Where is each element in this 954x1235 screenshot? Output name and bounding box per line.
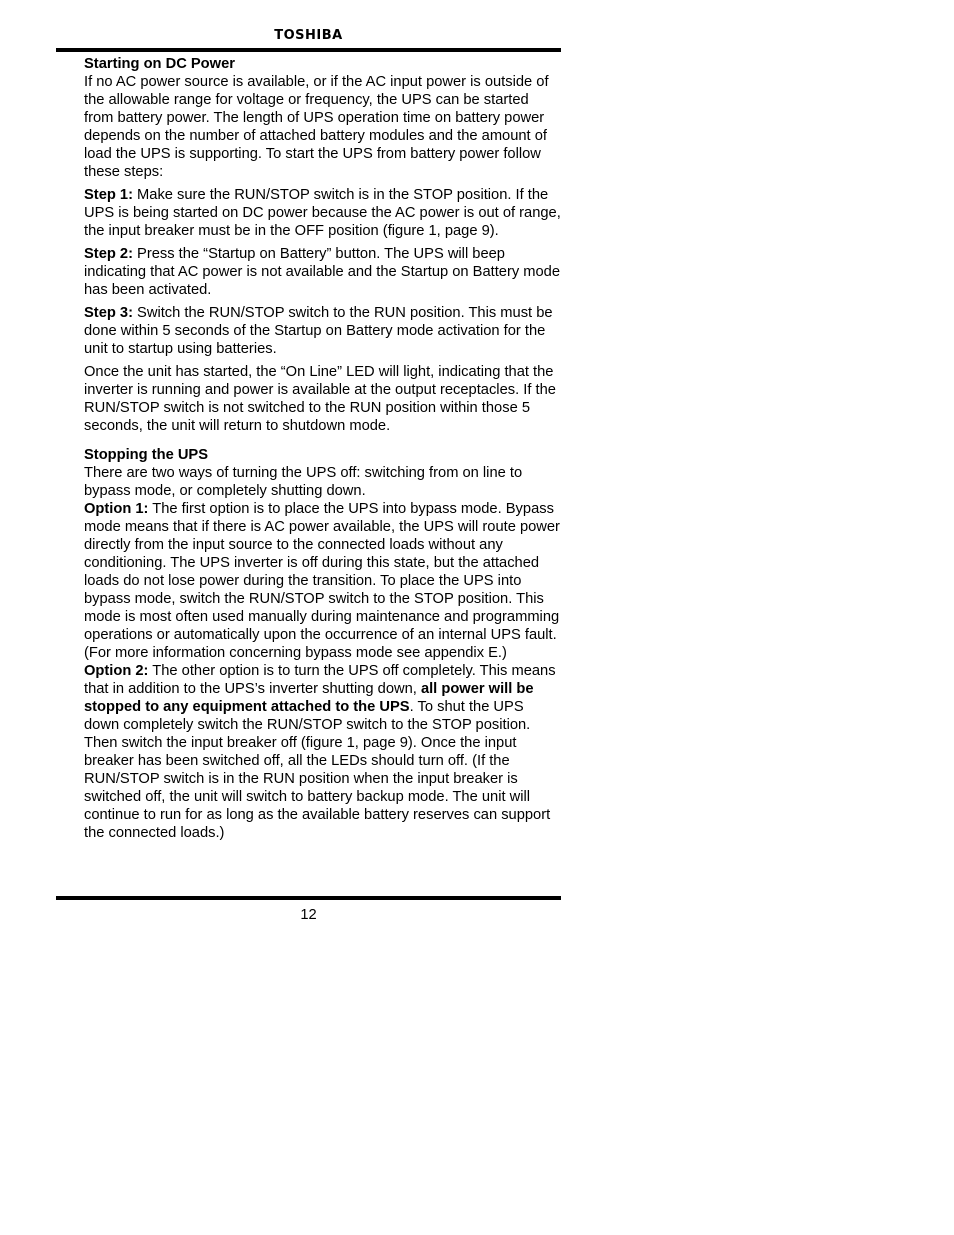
- footer-rule: [56, 896, 561, 900]
- dc-power-intro: If no AC power source is available, or if the AC input power is outside of the allowable range for voltage or frequency, the UPS can be started from battery power. The length of UPS operation time on battery power depends on the number of attached battery modules and the amount of load the UPS is supporting. To start the UPS from battery power follow these steps:: [84, 74, 549, 180]
- option-2-warning: all power will be stopped to any equipment attached to the UPS: [84, 681, 534, 715]
- stopping-intro: There are two ways of turning the UPS off: switching from on line to bypass mode, or completely shutting down.: [84, 465, 523, 499]
- dc-power-closing: Once the unit has started, the “On Line” LED will light, indicating that the inverter is running and power is available at the output receptacles. If the RUN/STOP switch is not switched to the RUN position within those 5 seconds, the unit will return to shutdown mode.: [84, 364, 556, 434]
- step-3-text: Switch the RUN/STOP switch to the RUN position. This must be done within 5 seconds of the Startup on Battery mode activation for the unit to startup using batteries.: [84, 305, 553, 357]
- step-3: [84, 304, 562, 358]
- option-1: [84, 500, 562, 662]
- option-1-text: The first option is to place the UPS into bypass mode. Bypass mode means that if there is AC power available, the UPS will route power directly from the input source to the connected loads without any conditioning. The UPS inverter is off during this state, but the attached loads do not lose power during the transition. To place the UPS into bypass mode, switch the RUN/STOP switch to the STOP position. This mode is most often used manually during maintenance and programming operations or automatically upon the occurrence of an internal UPS fault. (For more information concerning bypass mode see appendix E.): [84, 501, 560, 661]
- step-1-text: Make sure the RUN/STOP switch is in the STOP position. If the UPS is being started on DC power because the AC power is out of range, the input breaker must be in the OFF position (figure 1, page 9).: [84, 187, 561, 239]
- option-2-text-b: . To shut the UPS down completely switch the RUN/STOP switch to the STOP position. Then switch the input breaker off (figure 1, page 9). Once the input breaker has been switched off, all the LEDs should turn off. (If the RUN/STOP switch is in the RUN position when the input breaker is switched off, the unit will switch to battery backup mode. The unit will continue to run for as long as the available battery reserves can support the connected loads.): [84, 699, 551, 841]
- step-1-label: Step 1:: [84, 187, 133, 203]
- step-2: [84, 245, 562, 299]
- option-2-text-a: The other option is to turn the UPS off completely. This means that in addition to the UPS’s inverter shutting down,: [84, 663, 556, 697]
- option-2-label: Option 2:: [84, 663, 149, 679]
- header-rule: [56, 48, 561, 52]
- brand-logo: TOSHIBA: [274, 28, 343, 43]
- step-3-label: Step 3:: [84, 305, 133, 321]
- option-2: [84, 662, 562, 842]
- section-title-dc-power: Starting on DC Power: [84, 56, 235, 72]
- page-content: [84, 55, 562, 842]
- section-title-stopping: Stopping the UPS: [84, 447, 209, 463]
- step-2-text: Press the “Startup on Battery” button. The UPS will beep indicating that AC power is not available and the Startup on Battery mode has been activated.: [84, 246, 561, 298]
- page-number: 12: [300, 907, 317, 923]
- option-1-label: Option 1:: [84, 501, 149, 517]
- step-1: [84, 186, 562, 240]
- step-2-label: Step 2:: [84, 246, 133, 262]
